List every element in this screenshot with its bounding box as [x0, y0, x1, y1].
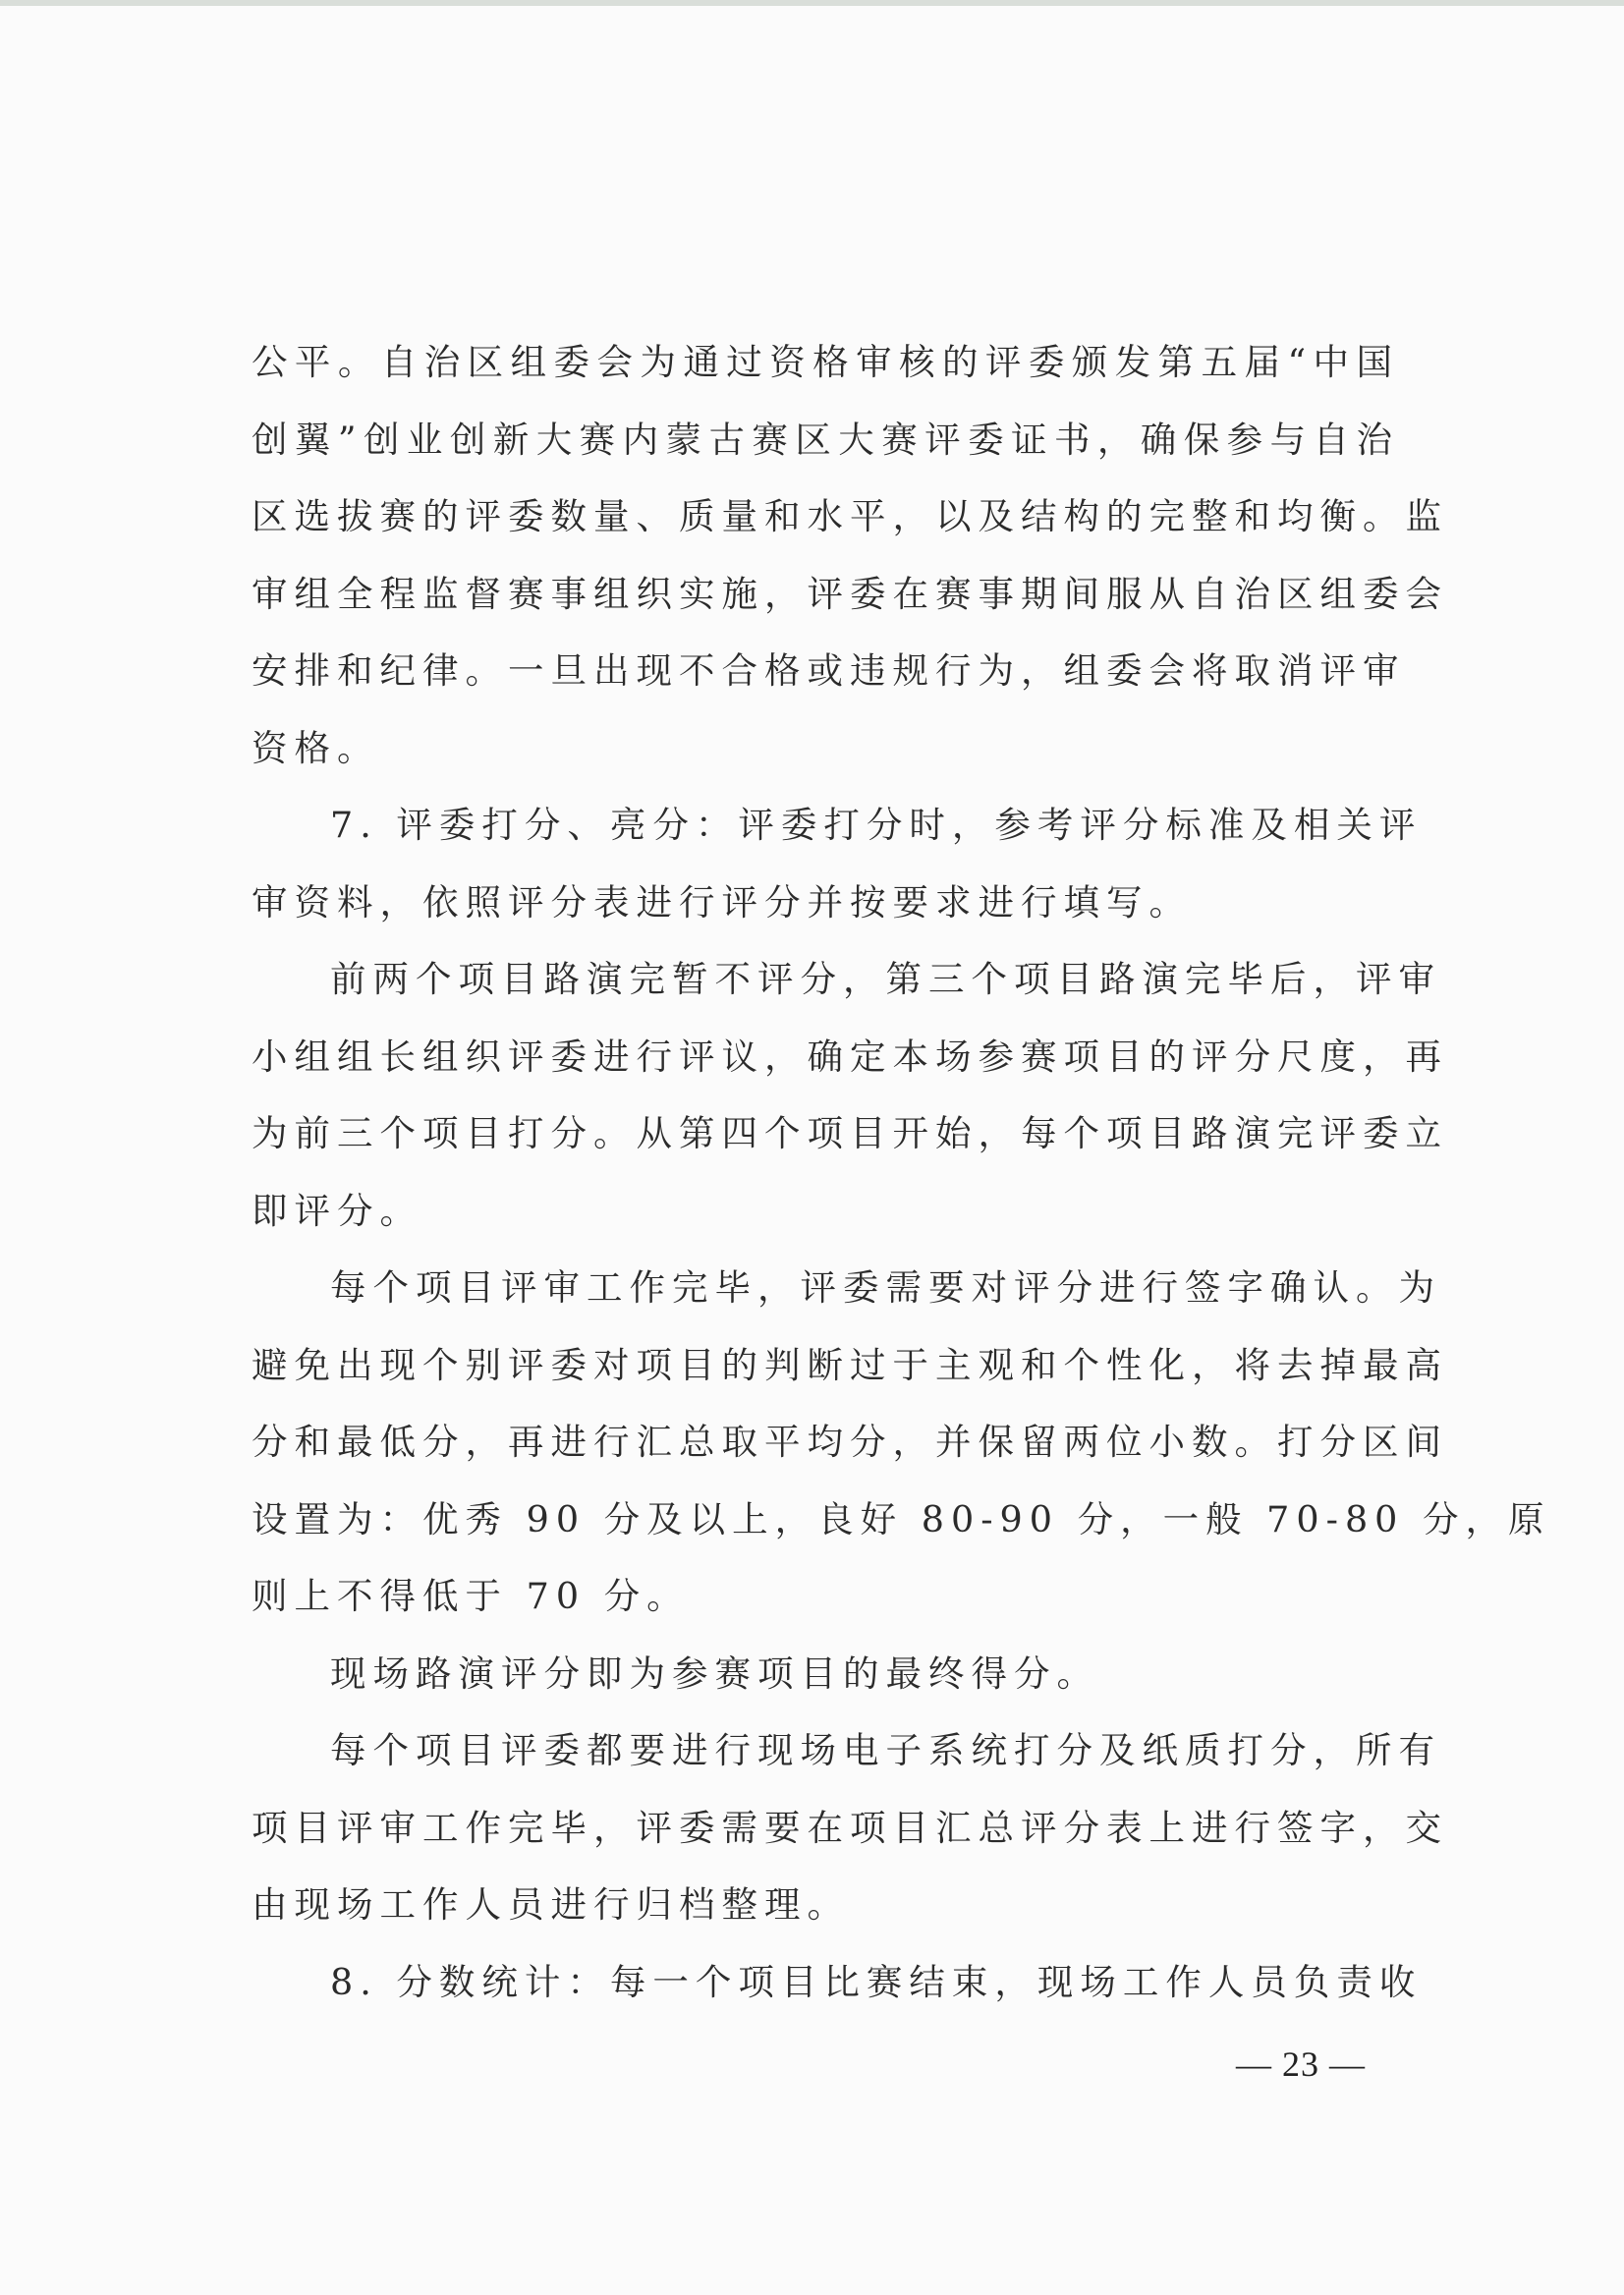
text-line: 区选拔赛的评委数量、质量和水平，以及结构的完整和均衡。监	[252, 495, 1448, 537]
text-line: 现场路演评分即为参赛项目的最终得分。	[330, 1651, 1099, 1695]
text-line: 分和最低分，再进行汇总取平均分，并保留两位小数。打分区间	[252, 1421, 1448, 1463]
page-number: — 23 —	[1236, 2044, 1366, 2084]
text-line: 每个项目评审工作完毕，评委需要对评分进行签字确认。为	[330, 1266, 1441, 1309]
text-line: 8. 分数统计：每一个项目比赛结束，现场工作人员负责收	[330, 1960, 1423, 2003]
text-line: 审组全程监督赛事组织实施，评委在赛事期间服从自治区组委会	[252, 572, 1448, 615]
scan-edge	[0, 0, 1624, 6]
text-line: 即评分。	[252, 1189, 422, 1232]
body-text	[252, 324, 1551, 2021]
text-line: 小组组长组织评委进行评议，确定本场参赛项目的评分尺度，再	[252, 1035, 1448, 1078]
text-line: 项目评审工作完毕，评委需要在项目汇总评分表上进行签字，交	[252, 1806, 1448, 1849]
text-line: 公平。自治区组委会为通过资格审核的评委颁发第五届“中国	[252, 341, 1399, 383]
text-line: 7. 评委打分、亮分：评委打分时，参考评分标准及相关评	[330, 804, 1423, 846]
text-line: 为前三个项目打分。从第四个项目开始，每个项目路演完评委立	[252, 1112, 1448, 1154]
text-line: 安排和纪律。一旦出现不合格或违规行为，组委会将取消评审	[252, 649, 1406, 692]
text-line: 审资料，依照评分表进行评分并按要求进行填写。	[252, 880, 1192, 924]
text-line: 前两个项目路演完暂不评分，第三个项目路演完毕后，评审	[330, 958, 1441, 1000]
text-line: 则上不得低于 70 分。	[252, 1575, 690, 1617]
text-line: 资格。	[252, 726, 380, 769]
text-line: 由现场工作人员进行归档整理。	[252, 1883, 850, 1926]
text-line: 避免出现个别评委对项目的判断过于主观和个性化，将去掉最高	[252, 1343, 1448, 1386]
text-line: 每个项目评委都要进行现场电子系统打分及纸质打分，所有	[330, 1729, 1441, 1771]
text-line: 创翼”创业创新大赛内蒙古赛区大赛评委证书，确保参与自治	[252, 418, 1399, 461]
text-line: 设置为：优秀 90 分及以上，良好 80-90 分，一般 70-80 分，原	[252, 1497, 1551, 1540]
